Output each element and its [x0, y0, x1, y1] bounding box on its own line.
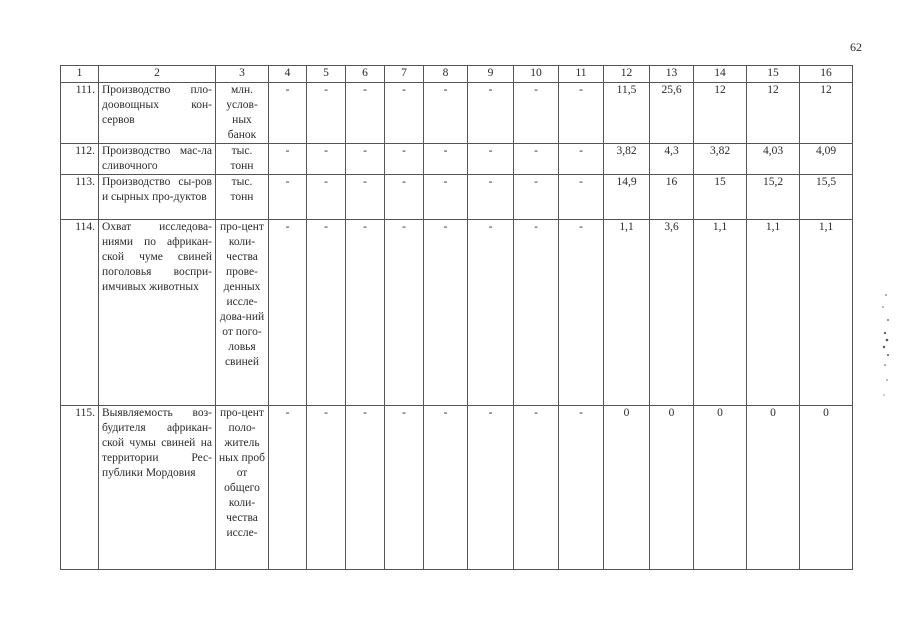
value-cell: - [514, 83, 559, 144]
indicator-name: Производство мас-ла сливочного [99, 144, 216, 175]
value-cell: - [307, 406, 346, 570]
value-cell: 25,6 [650, 83, 694, 144]
value-cell: - [307, 83, 346, 144]
value-cell: - [514, 220, 559, 406]
row-number: 112. [61, 144, 99, 175]
value-cell: 12 [800, 83, 853, 144]
header-cell: 2 [99, 66, 216, 83]
header-cell: 1 [61, 66, 99, 83]
indicator-name: Производство пло-доовощных кон-сервов [99, 83, 216, 144]
table-row [61, 83, 853, 144]
header-cell: 5 [307, 66, 346, 83]
value-cell: - [307, 175, 346, 220]
value-cell: 11,5 [604, 83, 650, 144]
value-cell: - [559, 144, 604, 175]
value-cell: 1,1 [694, 220, 747, 406]
value-cell: 3,6 [650, 220, 694, 406]
value-cell: - [424, 144, 468, 175]
value-cell: - [468, 220, 514, 406]
value-cell: - [346, 83, 385, 144]
indicator-name: Производство сы-ров и сырных про-дуктов [99, 175, 216, 220]
header-cell: 13 [650, 66, 694, 83]
header-cell: 12 [604, 66, 650, 83]
unit-cell: про-цент коли-чества прове-денных иссле-дова-ний от пого-ловья свиней [216, 220, 269, 406]
header-cell: 8 [424, 66, 468, 83]
value-cell: 0 [694, 406, 747, 570]
value-cell: - [269, 83, 307, 144]
value-cell: 15 [694, 175, 747, 220]
value-cell: - [385, 83, 424, 144]
value-cell: - [468, 83, 514, 144]
value-cell: - [559, 406, 604, 570]
value-cell: - [424, 175, 468, 220]
value-cell: 15,2 [747, 175, 800, 220]
row-number: 114. [61, 220, 99, 406]
value-cell: - [559, 220, 604, 406]
table-row [61, 406, 853, 570]
value-cell: - [346, 406, 385, 570]
value-cell: 4,3 [650, 144, 694, 175]
header-cell: 3 [216, 66, 269, 83]
value-cell: 12 [694, 83, 747, 144]
header-cell: 9 [468, 66, 514, 83]
table-row [61, 144, 853, 175]
value-cell: - [346, 220, 385, 406]
value-cell: 16 [650, 175, 694, 220]
value-cell: - [269, 175, 307, 220]
value-cell: 3,82 [694, 144, 747, 175]
table-row [61, 220, 853, 406]
value-cell: - [307, 144, 346, 175]
value-cell: - [514, 406, 559, 570]
value-cell: - [559, 175, 604, 220]
value-cell: - [559, 83, 604, 144]
value-cell: - [424, 83, 468, 144]
value-cell: - [424, 220, 468, 406]
header-cell: 6 [346, 66, 385, 83]
value-cell: - [269, 220, 307, 406]
unit-cell: млн. услов-ных банок [216, 83, 269, 144]
value-cell: 14,9 [604, 175, 650, 220]
unit-cell: тыс. тонн [216, 175, 269, 220]
value-cell: 0 [800, 406, 853, 570]
page-number: 62 [850, 40, 862, 54]
value-cell: - [385, 220, 424, 406]
header-cell: 7 [385, 66, 424, 83]
value-cell: - [346, 175, 385, 220]
header-cell: 4 [269, 66, 307, 83]
value-cell: - [514, 175, 559, 220]
value-cell: 12 [747, 83, 800, 144]
value-cell: 4,09 [800, 144, 853, 175]
data-table [60, 65, 853, 570]
header-row [61, 66, 853, 83]
indicator-name: Выявляемость воз-будителя африкан-ской чумы свиней на территории Рес-публики Мордовия [99, 406, 216, 570]
value-cell: - [385, 175, 424, 220]
value-cell: - [514, 144, 559, 175]
value-cell: 1,1 [800, 220, 853, 406]
table-row [61, 175, 853, 220]
value-cell: 4,03 [747, 144, 800, 175]
value-cell: - [385, 144, 424, 175]
value-cell: 0 [747, 406, 800, 570]
row-number: 111. [61, 83, 99, 144]
value-cell: 1,1 [747, 220, 800, 406]
unit-cell: про-цент поло-житель ных проб от общего коли-чества иссле- [216, 406, 269, 570]
value-cell: 15,5 [800, 175, 853, 220]
value-cell: - [346, 144, 385, 175]
header-cell: 11 [559, 66, 604, 83]
row-number: 113. [61, 175, 99, 220]
value-cell: - [424, 406, 468, 570]
value-cell: 0 [650, 406, 694, 570]
value-cell: - [269, 144, 307, 175]
value-cell: - [385, 406, 424, 570]
header-cell: 15 [747, 66, 800, 83]
header-cell: 14 [694, 66, 747, 83]
value-cell: - [269, 406, 307, 570]
value-cell: - [307, 220, 346, 406]
header-cell: 16 [800, 66, 853, 83]
value-cell: 0 [604, 406, 650, 570]
indicator-name: Охват исследова-ниями по африкан-ской чуме свиней поголовья воспри-имчивых животных [99, 220, 216, 406]
scan-artifact [878, 285, 894, 405]
row-number: 115. [61, 406, 99, 570]
value-cell: 1,1 [604, 220, 650, 406]
value-cell: - [468, 144, 514, 175]
value-cell: - [468, 175, 514, 220]
value-cell: 3,82 [604, 144, 650, 175]
header-cell: 10 [514, 66, 559, 83]
value-cell: - [468, 406, 514, 570]
unit-cell: тыс. тонн [216, 144, 269, 175]
